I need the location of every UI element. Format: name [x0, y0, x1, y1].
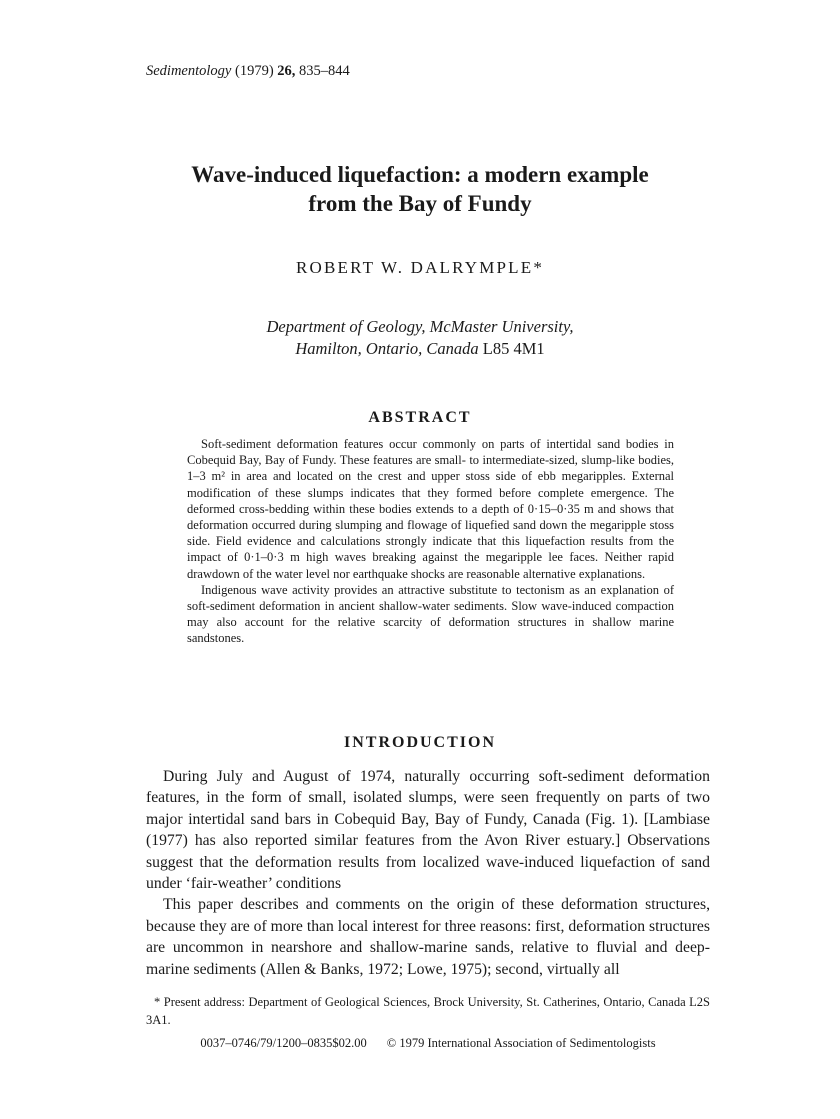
copyright-line — [146, 1036, 710, 1051]
introduction-paragraph-2: This paper describes and comments on the origin of these deformation structures, because they are of more than local interest for three reasons: first, deformation structures are uncommon in nearshore and shallow-marine sands, relative to fluvial and deep-marine sediments (Allen & Banks, 1972; Lowe, 1975); second, virtually all — [146, 896, 710, 978]
introduction-heading: INTRODUCTION — [343, 734, 496, 751]
author-name: ROBERT W. DALRYMPLE* — [295, 258, 545, 277]
journal-year: (1979) — [235, 63, 274, 79]
journal-name: Sedimentology — [146, 63, 232, 79]
affiliation-postcode: L85 4M1 — [482, 339, 545, 358]
affiliation-line-2 — [120, 338, 720, 360]
journal-pages: 835–844 — [299, 63, 350, 79]
author-affiliation — [120, 316, 720, 360]
journal-citation — [146, 63, 350, 80]
article-title — [120, 160, 720, 218]
affiliation-line-1: Department of Geology, McMaster University, — [266, 317, 574, 336]
copyright-notice: © 1979 International Association of Sedimentologists — [386, 1036, 656, 1050]
footnote-text: * Present address: Department of Geological Sciences, Brock University, St. Catherines, Ontario, Canada L2S 3A1. — [146, 995, 710, 1027]
abstract-paragraph-2: Indigenous wave activity provides an attractive substitute to tectonism as an explanation of soft-sediment deformation in ancient shallow-water sediments. Slow wave-induced compaction may also account for the relative scarcity of deformation structures in shallow marine sandstones. — [187, 582, 674, 646]
introduction-body — [146, 766, 710, 980]
abstract-heading: ABSTRACT — [368, 409, 472, 426]
abstract-paragraph-1: Soft-sediment deformation features occur commonly on parts of intertidal sand bodies in Cobequid Bay, Bay of Fundy. These features are small- to intermediate-sized, slump-like bodies, 1–3 m² in area and located on the crest and upper stoss side of ebb megaripples. External modification of these slumps indicates that they formed before complete emergence. The deformed cross-bedding within these bodies extends to a depth of 0·15–0·35 m and shows that deformation occurred during slumping and flowage of liquefied sand down the megaripple stoss side. Field evidence and calculations strongly indicate that this liquefaction results from the impact of 0·1–0·3 m high waves breaking against the megaripple lee faces. Neither rapid drawdown of the water level nor earthquake shocks are reasonable alternative explanations. — [187, 437, 674, 581]
affiliation-city: Hamilton, Ontario, Canada — [295, 339, 479, 358]
title-line-1: Wave-induced liquefaction: a modern example — [191, 162, 649, 187]
footnote — [146, 994, 710, 1029]
journal-volume: 26, — [277, 63, 296, 79]
abstract-text — [187, 436, 674, 647]
introduction-paragraph-1: During July and August of 1974, naturally occurring soft-sediment deformation features, in the form of small, isolated slumps, were seen frequently on parts of two major intertidal sand bars in Cobequid Bay, Bay of Fundy, Canada (Fig. 1). [Lambiase (1977) has also reported similar features from the Avon River estuary.] Observations suggest that the deformation results from localized wave-induced liquefaction of sand under ‘fair-weather’ conditions — [146, 768, 710, 893]
article-code: 0037–0746/79/1200–0835$02.00 — [200, 1036, 367, 1050]
title-line-2: from the Bay of Fundy — [308, 191, 532, 216]
